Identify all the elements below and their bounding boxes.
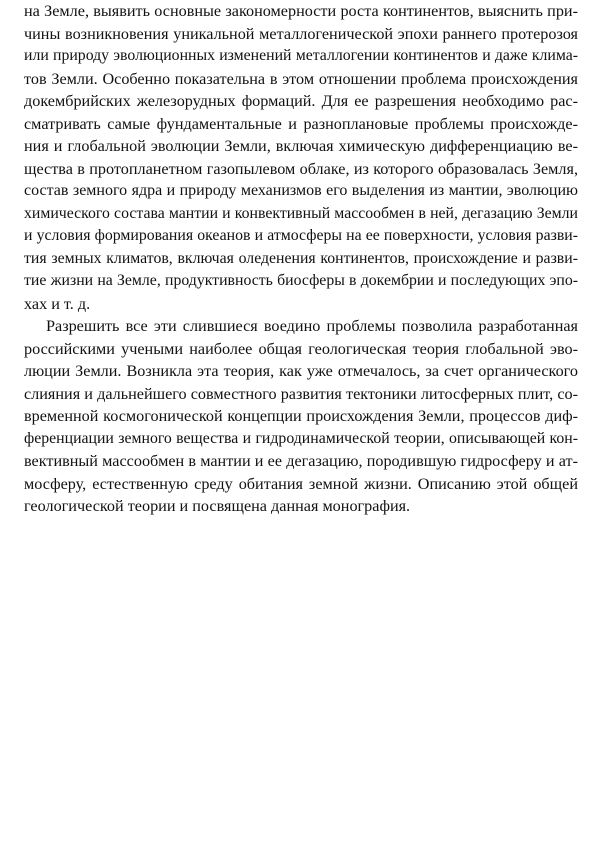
- paragraph-1: [24, 0, 578, 315]
- text-line: российскими учеными наиболее общая геологическая теория глобальной эво-: [24, 339, 578, 358]
- text-line: хах и т. д.: [24, 294, 91, 313]
- text-line: и условия формирования океанов и атмосферы на ее поверхности, условия разви-: [24, 227, 578, 244]
- text-line: тов Земли. Особенно показательна в этом отношении проблема происхождения: [24, 69, 578, 88]
- text-line: щества в протопланетном газопылевом облаке, из которого образовалась Земля,: [24, 159, 578, 178]
- text-line: вективный массообмен в мантии и ее дегазацию, породившую гидросферу и ат-: [24, 452, 578, 470]
- paragraph-2: [24, 315, 578, 518]
- text-line: геологической теории и посвящена данная монография.: [24, 497, 411, 515]
- text-line: временной космогонической концепции происхождения Земли, процессов диф-: [24, 407, 578, 425]
- text-line: состав земного ядра и природу механизмов его выделения из мантии, эволюцию: [24, 182, 578, 199]
- text-line: тия земных климатов, включая оледенения континентов, происхождение и разви-: [24, 249, 578, 267]
- text-line: на Земле, выявить основные закономерности роста континентов, выяснить при-: [24, 2, 578, 20]
- text-line: тие жизни на Земле, продуктивность биосферы в докембрии и последующих эпо-: [24, 272, 578, 289]
- text-line: сматривать самые фундаментальные и разноплановые проблемы происхожде-: [24, 114, 578, 133]
- text-line: слияния и дальнейшего совместного развития тектоники литосферных плит, со-: [24, 384, 578, 403]
- text-line: чины возникновения уникальной металлогенической эпохи раннего протерозоя: [24, 24, 578, 43]
- text-line: Разрешить все эти слившиеся воедино проблемы позволила разработанная: [46, 317, 578, 335]
- text-line: мосферу, естественную среду обитания земной жизни. Описанию этой общей: [24, 474, 578, 493]
- text-line: химического состава мантии и конвективный массообмен в ней, дегазацию Земли: [24, 204, 578, 222]
- text-line: докембрийских железорудных формаций. Для ее разрешения необходимо рас-: [24, 92, 578, 110]
- text-line: ния и глобальной эволюции Земли, включая химическую дифференциацию ве-: [24, 137, 578, 155]
- document-page: [24, 0, 578, 518]
- text-line: люции Земли. Возникла эта теория, как уже отмечалось, за счет органического: [24, 362, 578, 380]
- text-line: ференциации земного вещества и гидродинамической теории, описывающей кон-: [24, 429, 578, 447]
- text-line: или природу эволюционных изменений металлогении континентов и даже клима-: [24, 47, 578, 64]
